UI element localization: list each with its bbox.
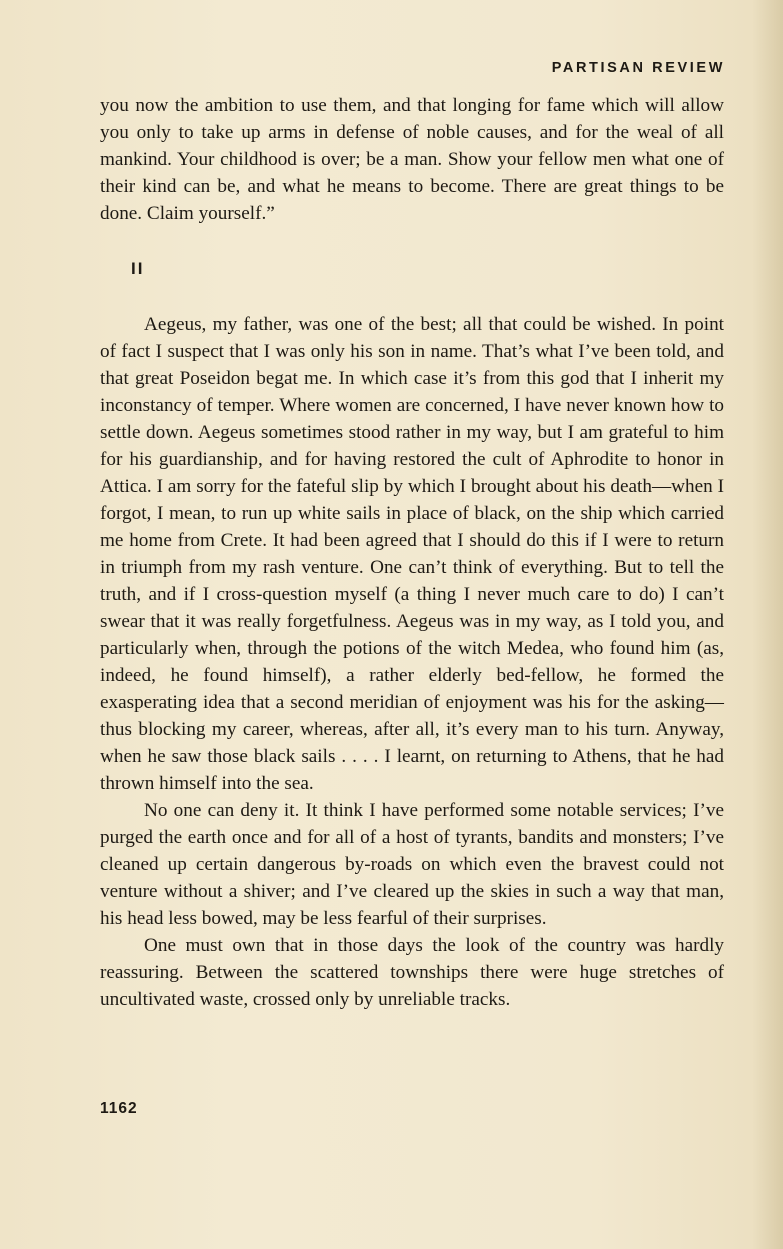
running-head: PARTISAN REVIEW <box>551 60 725 76</box>
opening-paragraph: you now the ambition to use them, and that longing for fame which will allow you only to take up arms in defense of noble causes, and for the weal of all mankind. Your childhood is over; be a man. Show your fellow men what one of their kind can be, and what he means to become. There are great things to be done. Claim yourself.” <box>100 95 724 224</box>
paragraph: No one can deny it. It think I have performed some notable services; I’ve purged the earth once and for all of a host of tyrants, bandits and monsters; I’ve cleaned up certain dangerous by-roads on which even the bravest could not venture without a shiver; and I’ve cleared up the skies in such a way that man, his head less bowed, may be less fearful of their surprises. <box>100 800 724 929</box>
paragraph: Aegeus, my father, was one of the best; all that could be wished. In point of fact I suspect that I was only his son in name. That’s what I’ve been told, and that great Poseidon begat me. In which case it’s from this god that I inherit my inconstancy of temper. Where women are concerned, I have never known how to settle down. Aegeus sometimes stood rather in my way, but I am grateful to him for his guardianship, and for having restored the cult of Aphrodite to honor in Attica. I am sorry for the fateful slip by which I brought about his death—when I forgot, I mean, to run up white sails in place of black, on the ship which carried me home from Crete. It had been agreed that I should do this if I were to return in triumph from my rash venture. One can’t think of everything. But to tell the truth, and if I cross-question myself (a thing I never much care to do) I can’t swear that it was really forgetfulness. Aegeus was in my way, as I told you, and particularly when, through the potions of the witch Medea, who found him (as, indeed, he found himself), a rather elderly bed-fellow, he formed the exasperating idea that a second meridian of enjoyment was his for the asking—thus blocking my career, whereas, after all, it’s every man to his turn. Anyway, when he saw those black sails . . . . I learnt, on returning to Athens, that he had thrown himself into the sea. <box>100 314 724 794</box>
section-number: II <box>131 259 145 278</box>
section-body <box>100 311 724 1013</box>
page-number: 1162 <box>100 1100 138 1117</box>
paragraph: One must own that in those days the look of the country was hardly reassuring. Between the scattered townships there were huge stretches of uncultivated waste, crossed only by unreliable tracks. <box>100 935 724 1010</box>
